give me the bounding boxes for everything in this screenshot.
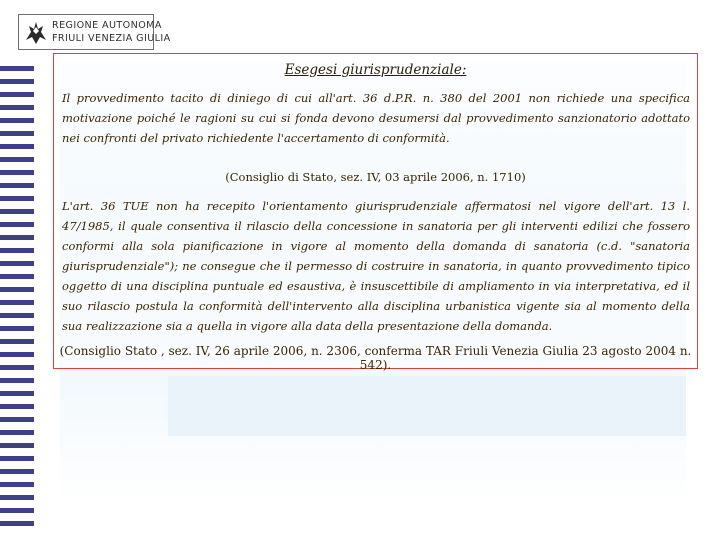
logo-text <box>52 19 171 45</box>
content-box <box>53 53 698 372</box>
logo-line-1: REGIONE AUTONOMA <box>52 20 162 31</box>
background-panel-lower <box>168 376 686 436</box>
paragraph-1: Il provvedimento tacito di diniego di cui all'art. 36 d.P.R. n. 380 del 2001 non richiede una specifica motivazione poiché le ragioni su cui si fonda devono desumersi dal provvedimento sanzionatorio adottato nei confronti del privato richiedente l'accertamento di conformità. <box>62 91 690 145</box>
paragraph-2: L'art. 36 TUE non ha recepito l'orientamento giurisprudenziale affermatosi nel vigore dell'art. 13 l. 47/1985, il quale consentiva il rilascio della concessione in sanatoria per gli interventi edilizi che fossero conformi alla sola pianificazione in vigore al momento della domanda di sanatoria (c.d. "sanatoria giurisprudenziale"); ne consegue che il permesso di costruire in sanatoria, in quanto provvedimento tipico oggetto di una disciplina puntuale ed esaustiva, è insuscettibile di ampliamento in via interpretativa, ed il suo rilascio postula la conformità dell'intervento alla disciplina urbanistica vigente sia al momento della sua realizzazione sia a quella in vigore alla data della presentazione della domanda. <box>62 199 690 333</box>
logo-line-2: FRIULI VENEZIA GIULIA <box>52 33 171 44</box>
citation-2: (Consiglio Stato , sez. IV, 26 aprile 2006, n. 2306, conferma TAR Friuli Venezia Giulia 23 agosto 2004 n. 542). <box>59 344 692 372</box>
citation-1: (Consiglio di Stato, sez. IV, 03 aprile 2006, n. 1710) <box>225 170 526 184</box>
region-eagle-icon <box>23 18 49 46</box>
region-logo <box>18 14 171 50</box>
left-stripe-bar <box>0 66 34 534</box>
slide-heading: Esegesi giurisprudenziale: <box>284 62 467 78</box>
